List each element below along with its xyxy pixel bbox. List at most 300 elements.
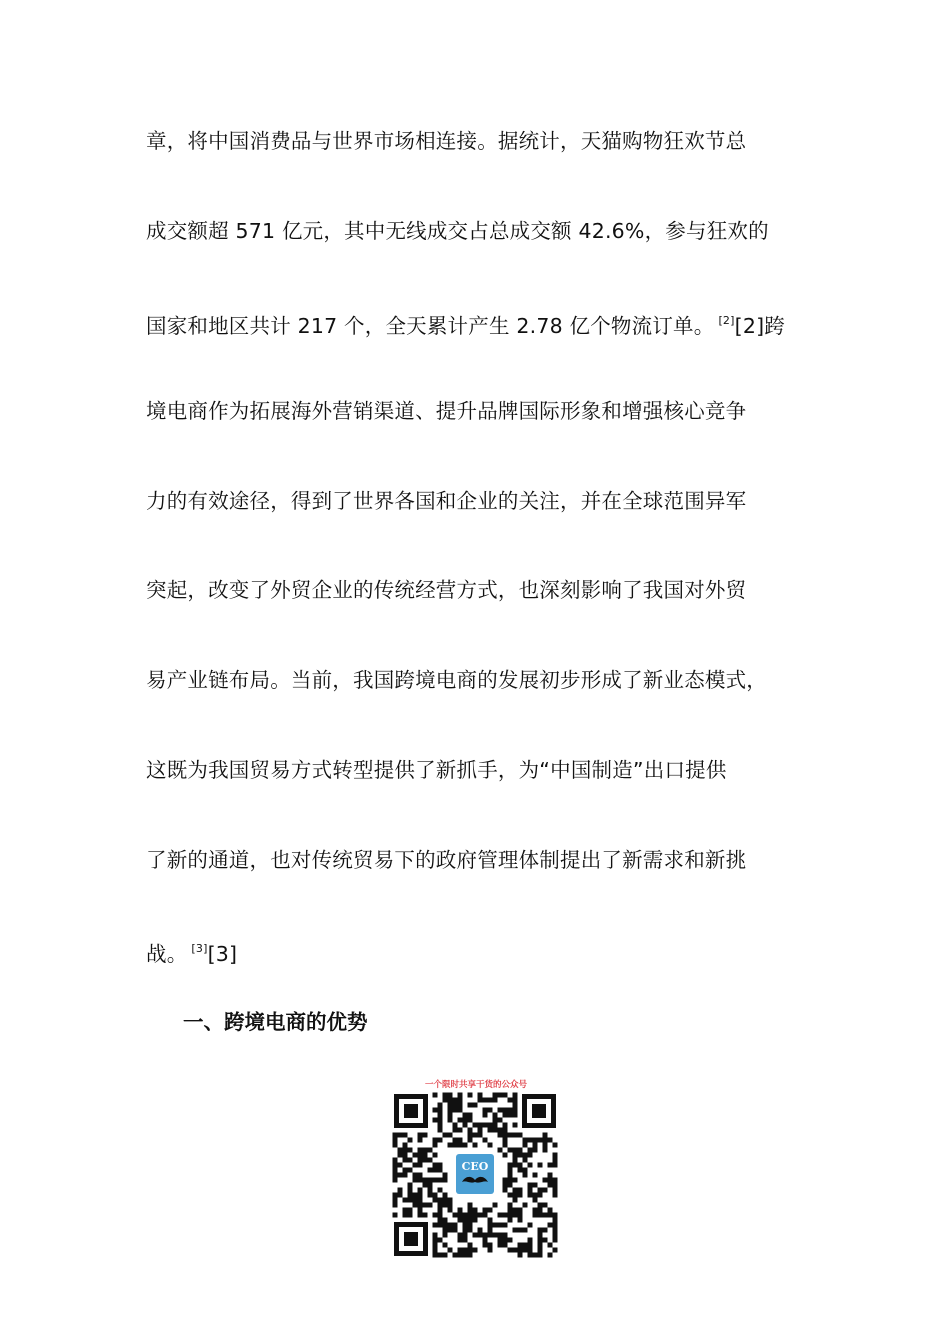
qr-module <box>503 1213 508 1218</box>
qr-module <box>493 1113 498 1118</box>
qr-module <box>468 1113 473 1118</box>
footnote-superscript-3: [3] <box>191 942 208 955</box>
qr-module <box>508 1133 513 1138</box>
qr-module <box>448 1098 453 1103</box>
qr-module <box>443 1203 448 1208</box>
qr-module <box>458 1208 463 1213</box>
qr-module <box>393 1173 398 1178</box>
qr-module <box>393 1163 398 1168</box>
qr-module <box>478 1093 483 1098</box>
qr-module <box>518 1213 523 1218</box>
qr-module <box>503 1108 508 1113</box>
qr-module <box>453 1103 458 1108</box>
qr-module <box>493 1123 498 1128</box>
qr-module <box>533 1213 538 1218</box>
qr-module <box>433 1138 438 1143</box>
qr-module <box>393 1193 398 1198</box>
qr-module <box>488 1108 493 1113</box>
qr-module <box>518 1253 523 1258</box>
qr-module <box>443 1253 448 1258</box>
qr-module <box>508 1113 513 1118</box>
qr-module <box>443 1133 448 1138</box>
qr-module <box>483 1233 488 1238</box>
qr-module <box>548 1213 553 1218</box>
qr-module <box>443 1098 448 1103</box>
qr-module <box>488 1128 493 1133</box>
qr-module <box>438 1238 443 1243</box>
qr-module <box>423 1148 428 1153</box>
qr-module <box>528 1138 533 1143</box>
qr-module <box>488 1233 493 1238</box>
qr-module <box>523 1158 528 1163</box>
qr-module <box>438 1198 443 1203</box>
qr-module <box>523 1143 528 1148</box>
qr-module <box>478 1123 483 1128</box>
qr-module <box>553 1183 558 1188</box>
qr-module <box>498 1118 503 1123</box>
qr-module <box>448 1118 453 1123</box>
qr-module <box>538 1208 543 1213</box>
qr-module <box>503 1238 508 1243</box>
qr-module <box>438 1188 443 1193</box>
qr-module <box>408 1198 413 1203</box>
qr-module <box>513 1188 518 1193</box>
qr-module <box>443 1173 448 1178</box>
qr-module <box>543 1178 548 1183</box>
qr-module <box>448 1198 453 1203</box>
qr-module <box>553 1213 558 1218</box>
qr-module <box>538 1203 543 1208</box>
qr-module <box>553 1248 558 1253</box>
qr-module <box>423 1183 428 1188</box>
qr-module <box>503 1123 508 1128</box>
qr-module <box>513 1178 518 1183</box>
paragraph-line-7: 易产业链布局。当前，我国跨境电商的发展初步形成了新业态模式， <box>146 668 767 692</box>
qr-module <box>533 1183 538 1188</box>
qr-module <box>518 1153 523 1158</box>
qr-module <box>483 1238 488 1243</box>
qr-module <box>443 1093 448 1098</box>
qr-module <box>433 1198 438 1203</box>
qr-module <box>433 1153 438 1158</box>
qr-module <box>488 1228 493 1233</box>
qr-module <box>508 1203 513 1208</box>
qr-module <box>468 1103 473 1108</box>
qr-module <box>433 1108 438 1113</box>
qr-module <box>423 1133 428 1138</box>
qr-module <box>553 1178 558 1183</box>
qr-module <box>523 1228 528 1233</box>
qr-module <box>463 1238 468 1243</box>
qr-module <box>448 1228 453 1233</box>
qr-module <box>498 1148 503 1153</box>
qr-module <box>433 1178 438 1183</box>
qr-module <box>408 1213 413 1218</box>
qr-module <box>403 1153 408 1158</box>
qr-module <box>483 1108 488 1113</box>
qr-module <box>483 1138 488 1143</box>
qr-module <box>533 1173 538 1178</box>
qr-module <box>393 1133 398 1138</box>
qr-module <box>513 1098 518 1103</box>
qr-module <box>403 1213 408 1218</box>
qr-module <box>418 1148 423 1153</box>
qr-module <box>413 1198 418 1203</box>
qr-module <box>433 1248 438 1253</box>
qr-module <box>528 1163 533 1168</box>
qr-module <box>518 1193 523 1198</box>
qr-module <box>433 1143 438 1148</box>
qr-module <box>508 1218 513 1223</box>
qr-module <box>538 1253 543 1258</box>
qr-module <box>488 1123 493 1128</box>
qr-module <box>528 1188 533 1193</box>
qr-module <box>508 1173 513 1178</box>
qr-module <box>413 1163 418 1168</box>
qr-module <box>443 1223 448 1228</box>
qr-module <box>468 1118 473 1123</box>
qr-module <box>488 1208 493 1213</box>
paragraph-line-5: 力的有效途径，得到了世界各国和企业的关注，并在全球范围异军 <box>146 489 747 513</box>
qr-module <box>493 1118 498 1123</box>
qr-module <box>483 1123 488 1128</box>
qr-module <box>423 1203 428 1208</box>
qr-module <box>433 1193 438 1198</box>
qr-module <box>393 1203 398 1208</box>
qr-module <box>518 1168 523 1173</box>
qr-module <box>523 1203 528 1208</box>
qr-module <box>408 1148 413 1153</box>
qr-module <box>503 1188 508 1193</box>
qr-module <box>463 1118 468 1123</box>
logo-text: CEO <box>461 1160 489 1173</box>
qr-module <box>498 1108 503 1113</box>
qr-module <box>473 1208 478 1213</box>
qr-module <box>533 1143 538 1148</box>
qr-module <box>468 1223 473 1228</box>
qr-module <box>458 1108 463 1113</box>
section-heading: 一、跨境电商的优势 <box>183 1010 368 1034</box>
qr-module <box>413 1153 418 1158</box>
qr-module <box>498 1213 503 1218</box>
qr-module <box>468 1203 473 1208</box>
qr-module <box>508 1238 513 1243</box>
qr-module <box>543 1143 548 1148</box>
qr-module <box>553 1223 558 1228</box>
qr-module <box>503 1128 508 1133</box>
qr-module <box>548 1173 553 1178</box>
qr-module <box>473 1233 478 1238</box>
qr-module <box>503 1178 508 1183</box>
qr-module <box>463 1113 468 1118</box>
qr-module <box>508 1148 513 1153</box>
qr-module <box>463 1218 468 1223</box>
qr-module <box>443 1228 448 1233</box>
qr-module <box>438 1223 443 1228</box>
qr-module <box>428 1168 433 1173</box>
qr-module <box>458 1253 463 1258</box>
qr-module <box>508 1108 513 1113</box>
qr-module <box>488 1243 493 1248</box>
qr-module <box>438 1123 443 1128</box>
qr-module <box>503 1223 508 1228</box>
qr-module <box>433 1118 438 1123</box>
qr-module <box>453 1128 458 1133</box>
footnote-ref-3: [3] <box>207 942 238 966</box>
qr-module <box>543 1228 548 1233</box>
qr-module <box>438 1113 443 1118</box>
qr-module <box>418 1188 423 1193</box>
qr-module <box>518 1228 523 1233</box>
qr-module <box>418 1153 423 1158</box>
qr-module <box>498 1223 503 1228</box>
qr-module <box>553 1228 558 1233</box>
qr-module <box>528 1248 533 1253</box>
qr-module <box>488 1223 493 1228</box>
qr-module <box>458 1093 463 1098</box>
qr-module <box>518 1188 523 1193</box>
qr-module <box>478 1098 483 1103</box>
paragraph-line-2: 成交额超 571 亿元，其中无线成交占总成交额 42.6%，参与狂欢的 <box>146 219 769 243</box>
qr-module <box>398 1163 403 1168</box>
qr-module <box>398 1153 403 1158</box>
qr-module <box>473 1123 478 1128</box>
qr-module <box>393 1138 398 1143</box>
paragraph-line-6: 突起，改变了外贸企业的传统经营方式，也深刻影响了我国对外贸 <box>146 578 747 602</box>
qr-module <box>468 1228 473 1233</box>
qr-module <box>493 1233 498 1238</box>
qr-module <box>463 1213 468 1218</box>
qr-module <box>478 1213 483 1218</box>
qr-module <box>433 1168 438 1173</box>
qr-module <box>528 1223 533 1228</box>
qr-module <box>453 1108 458 1113</box>
qr-module <box>428 1183 433 1188</box>
qr-module <box>508 1178 513 1183</box>
qr-module <box>403 1173 408 1178</box>
paragraph-line-10 <box>146 935 806 968</box>
qr-module <box>453 1228 458 1233</box>
qr-module <box>433 1243 438 1248</box>
qr-module <box>458 1233 463 1238</box>
qr-module <box>553 1233 558 1238</box>
qr-module <box>483 1098 488 1103</box>
qr-module <box>513 1148 518 1153</box>
qr-module <box>523 1138 528 1143</box>
qr-module <box>438 1168 443 1173</box>
qr-module <box>418 1208 423 1213</box>
qr-module <box>418 1203 423 1208</box>
qr-module <box>438 1208 443 1213</box>
qr-module <box>478 1233 483 1238</box>
qr-module <box>528 1243 533 1248</box>
qr-module <box>498 1128 503 1133</box>
qr-module <box>413 1173 418 1178</box>
qr-module <box>463 1123 468 1128</box>
qr-module <box>443 1193 448 1198</box>
qr-module <box>398 1133 403 1138</box>
qr-module <box>538 1213 543 1218</box>
qr-module <box>553 1158 558 1163</box>
qr-module <box>433 1253 438 1258</box>
qr-module <box>403 1158 408 1163</box>
qr-module <box>528 1148 533 1153</box>
qr-module <box>398 1148 403 1153</box>
qr-module <box>468 1128 473 1133</box>
qr-module <box>553 1193 558 1198</box>
qr-module <box>438 1178 443 1183</box>
qr-module <box>468 1213 473 1218</box>
qr-module <box>513 1103 518 1108</box>
qr-module <box>448 1208 453 1213</box>
qr-module <box>458 1143 463 1148</box>
qr-module <box>543 1238 548 1243</box>
qr-module <box>418 1193 423 1198</box>
qr-module <box>433 1233 438 1238</box>
qr-module <box>428 1203 433 1208</box>
qr-module <box>468 1093 473 1098</box>
paragraph-line-8: 这既为我国贸易方式转型提供了新抓手，为“中国制造”出口提供 <box>146 758 727 782</box>
qr-module <box>448 1093 453 1098</box>
qr-module <box>488 1098 493 1103</box>
qr-module <box>493 1203 498 1208</box>
qr-module <box>548 1183 553 1188</box>
qr-module <box>418 1133 423 1138</box>
qr-module <box>453 1223 458 1228</box>
qr-module <box>463 1248 468 1253</box>
qr-module <box>458 1218 463 1223</box>
qr-module <box>468 1133 473 1138</box>
qr-module <box>393 1168 398 1173</box>
qr-module <box>538 1138 543 1143</box>
qr-module <box>513 1198 518 1203</box>
qr-module <box>398 1188 403 1193</box>
qr-module <box>398 1173 403 1178</box>
qr-module <box>528 1238 533 1243</box>
qr-module <box>413 1193 418 1198</box>
qr-module <box>523 1243 528 1248</box>
qr-module <box>533 1208 538 1213</box>
qr-module <box>468 1243 473 1248</box>
qr-code <box>392 1092 558 1258</box>
qr-module <box>508 1163 513 1168</box>
qr-module <box>528 1193 533 1198</box>
qr-module <box>443 1198 448 1203</box>
qr-module <box>513 1208 518 1213</box>
qr-module <box>393 1143 398 1148</box>
qr-module <box>483 1208 488 1213</box>
qr-module <box>403 1148 408 1153</box>
qr-module <box>408 1158 413 1163</box>
qr-module <box>513 1153 518 1158</box>
qr-module <box>473 1133 478 1138</box>
qr-module <box>463 1143 468 1148</box>
qr-module <box>473 1213 478 1218</box>
qr-module <box>538 1238 543 1243</box>
qr-module <box>443 1218 448 1223</box>
qr-module <box>448 1103 453 1108</box>
qr-module <box>448 1203 453 1208</box>
paragraph-line-3-text: 国家和地区共计 217 个，全天累计产生 2.78 亿个物流订单。 <box>146 314 715 338</box>
qr-module <box>408 1183 413 1188</box>
qr-module <box>393 1178 398 1183</box>
qr-module <box>473 1143 478 1148</box>
qr-module <box>468 1138 473 1143</box>
qr-module <box>503 1113 508 1118</box>
qr-module <box>553 1188 558 1193</box>
qr-module <box>553 1163 558 1168</box>
qr-module <box>403 1208 408 1213</box>
qr-module <box>408 1138 413 1143</box>
qr-module <box>513 1108 518 1113</box>
qr-module <box>523 1153 528 1158</box>
qr-module <box>418 1173 423 1178</box>
qr-module <box>423 1178 428 1183</box>
qr-module <box>443 1233 448 1238</box>
ceo-logo <box>454 1152 496 1196</box>
qr-module <box>543 1133 548 1138</box>
qr-module <box>493 1093 498 1098</box>
qr-module <box>548 1208 553 1213</box>
qr-module <box>408 1193 413 1198</box>
qr-module <box>513 1093 518 1098</box>
qr-module <box>498 1093 503 1098</box>
qr-module <box>503 1153 508 1158</box>
qr-module <box>548 1178 553 1183</box>
qr-module <box>483 1113 488 1118</box>
qr-module <box>513 1213 518 1218</box>
qr-module <box>518 1148 523 1153</box>
qr-module <box>408 1208 413 1213</box>
qr-module <box>428 1193 433 1198</box>
qr-module <box>538 1248 543 1253</box>
qr-module <box>523 1248 528 1253</box>
qr-module <box>468 1208 473 1213</box>
qr-module <box>543 1148 548 1153</box>
qr-module <box>463 1233 468 1238</box>
qr-module <box>493 1223 498 1228</box>
qr-module <box>533 1193 538 1198</box>
qr-module <box>538 1163 543 1168</box>
qr-module <box>428 1148 433 1153</box>
qr-module <box>528 1253 533 1258</box>
qr-module <box>533 1198 538 1203</box>
qr-module <box>548 1253 553 1258</box>
qr-module <box>448 1113 453 1118</box>
qr-finder-top-left <box>394 1094 428 1128</box>
qr-module <box>433 1238 438 1243</box>
qr-module <box>518 1133 523 1138</box>
qr-module <box>418 1138 423 1143</box>
qr-module <box>518 1218 523 1223</box>
qr-module <box>498 1243 503 1248</box>
qr-module <box>513 1133 518 1138</box>
qr-module <box>553 1153 558 1158</box>
qr-module <box>453 1213 458 1218</box>
qr-module <box>498 1133 503 1138</box>
qr-module <box>508 1213 513 1218</box>
qr-module <box>523 1168 528 1173</box>
qr-module <box>498 1238 503 1243</box>
qr-module <box>493 1098 498 1103</box>
footnote-ref-2: [2]跨 <box>734 314 785 338</box>
qr-module <box>453 1138 458 1143</box>
qr-module <box>458 1138 463 1143</box>
qr-module <box>503 1138 508 1143</box>
qr-module <box>438 1138 443 1143</box>
qr-module <box>433 1093 438 1098</box>
qr-module <box>503 1093 508 1098</box>
